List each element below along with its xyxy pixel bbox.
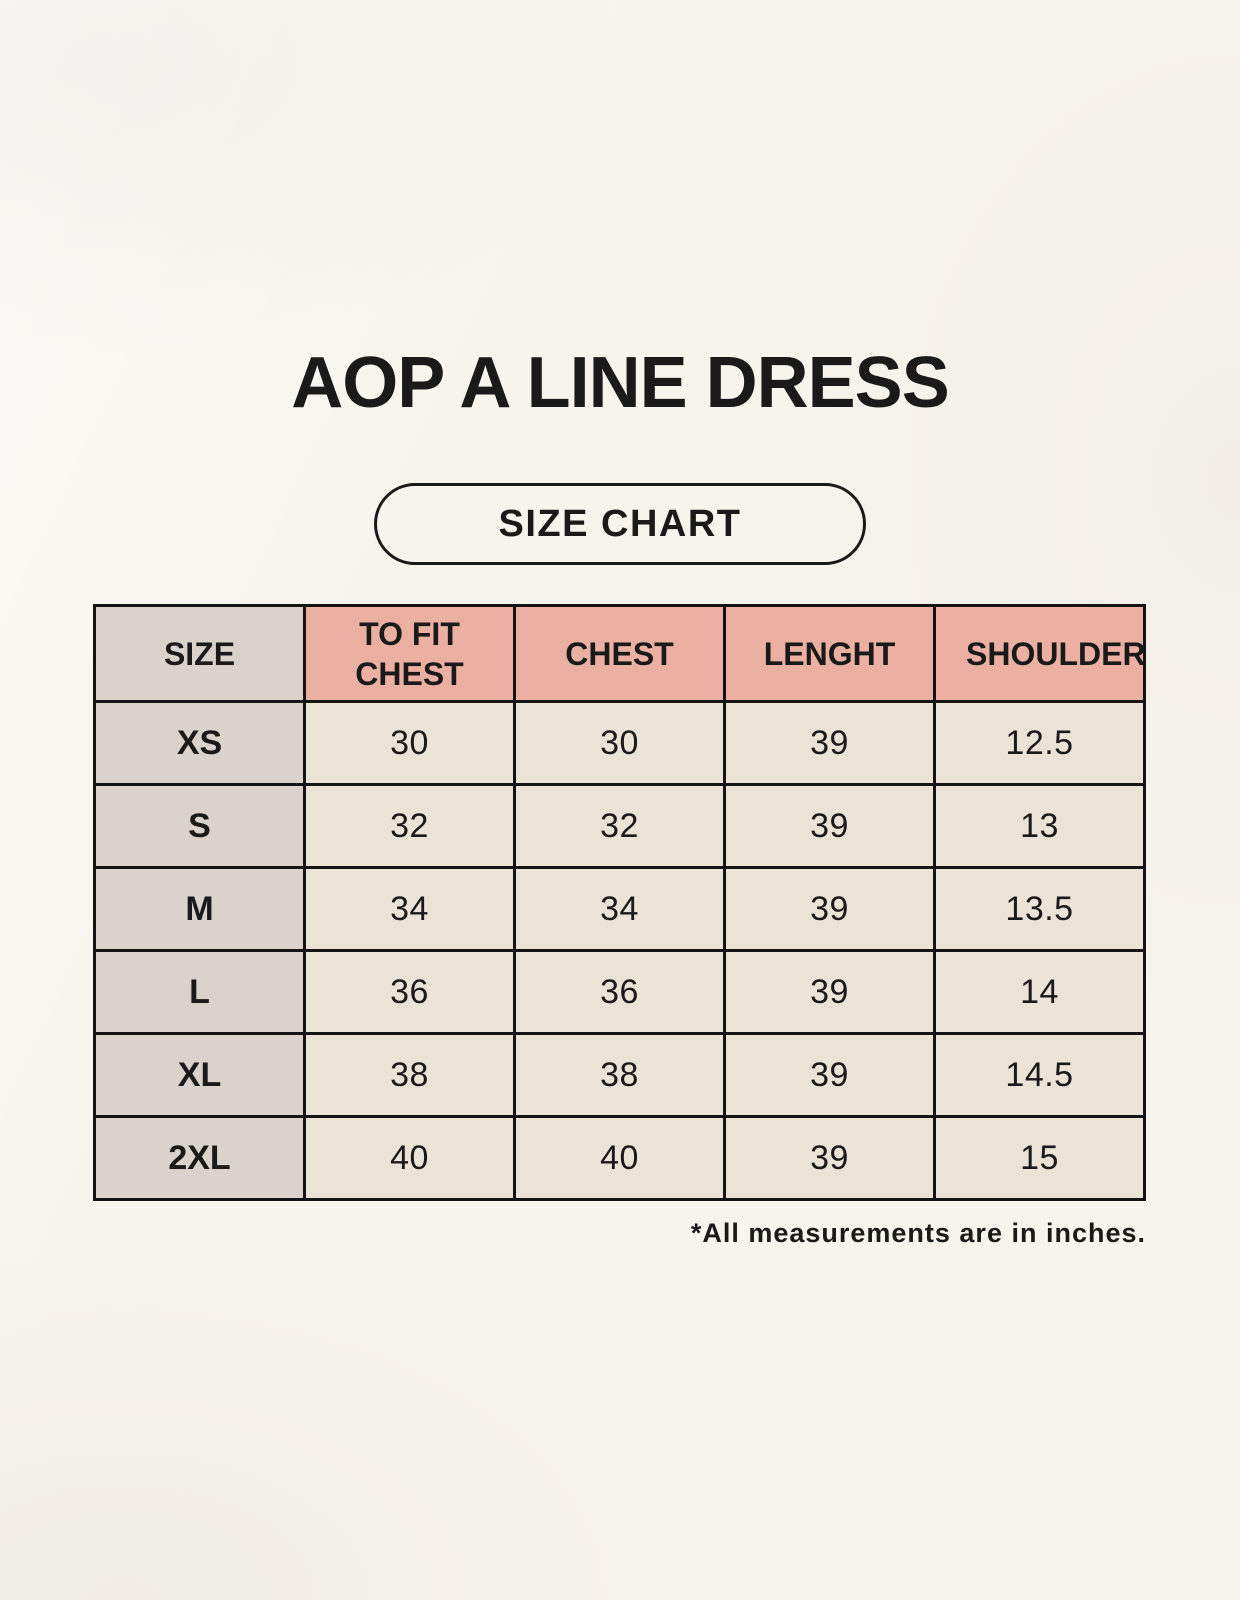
- header-cell-chest: CHEST: [515, 606, 725, 702]
- value-cell: 38: [305, 1034, 515, 1117]
- value-cell: 39: [725, 1117, 935, 1200]
- table-row-xs: [95, 702, 1145, 785]
- size-chart-badge: [374, 483, 866, 565]
- table-row-2xl: [95, 1117, 1145, 1200]
- value-cell: 12.5: [935, 702, 1145, 785]
- table-row-l: [95, 951, 1145, 1034]
- table-row-s: [95, 785, 1145, 868]
- header-cell-to-fit-chest: TO FIT CHEST: [305, 606, 515, 702]
- value-cell: 14: [935, 951, 1145, 1034]
- measurements-footnote: *All measurements are in inches.: [690, 1218, 1146, 1248]
- header-cell-size: SIZE: [95, 606, 305, 702]
- size-label: M: [95, 868, 305, 951]
- value-cell: 39: [725, 785, 935, 868]
- value-cell: 30: [305, 702, 515, 785]
- value-cell: 34: [305, 868, 515, 951]
- header-cell-shoulder: SHOULDER: [935, 606, 1145, 702]
- value-cell: 39: [725, 868, 935, 951]
- value-cell: 36: [305, 951, 515, 1034]
- value-cell: 39: [725, 951, 935, 1034]
- size-chart-table: [93, 604, 1146, 1201]
- page-title: AOP A LINE DRESS: [291, 343, 949, 423]
- value-cell: 32: [305, 785, 515, 868]
- value-cell: 36: [515, 951, 725, 1034]
- value-cell: 30: [515, 702, 725, 785]
- value-cell: 39: [725, 702, 935, 785]
- value-cell: 38: [515, 1034, 725, 1117]
- value-cell: 15: [935, 1117, 1145, 1200]
- size-label: 2XL: [95, 1117, 305, 1200]
- header-cell-lenght: LENGHT: [725, 606, 935, 702]
- value-cell: 40: [305, 1117, 515, 1200]
- value-cell: 40: [515, 1117, 725, 1200]
- header-row: [95, 606, 1145, 702]
- value-cell: 13: [935, 785, 1145, 868]
- value-cell: 34: [515, 868, 725, 951]
- size-chart-badge-label: SIZE CHART: [498, 502, 742, 545]
- table-row-m: [95, 868, 1145, 951]
- size-label: XS: [95, 702, 305, 785]
- value-cell: 13.5: [935, 868, 1145, 951]
- value-cell: 39: [725, 1034, 935, 1117]
- table-header: [95, 606, 1145, 702]
- size-label: L: [95, 951, 305, 1034]
- value-cell: 32: [515, 785, 725, 868]
- size-label: XL: [95, 1034, 305, 1117]
- size-label: S: [95, 785, 305, 868]
- table-row-xl: [95, 1034, 1145, 1117]
- value-cell: 14.5: [935, 1034, 1145, 1117]
